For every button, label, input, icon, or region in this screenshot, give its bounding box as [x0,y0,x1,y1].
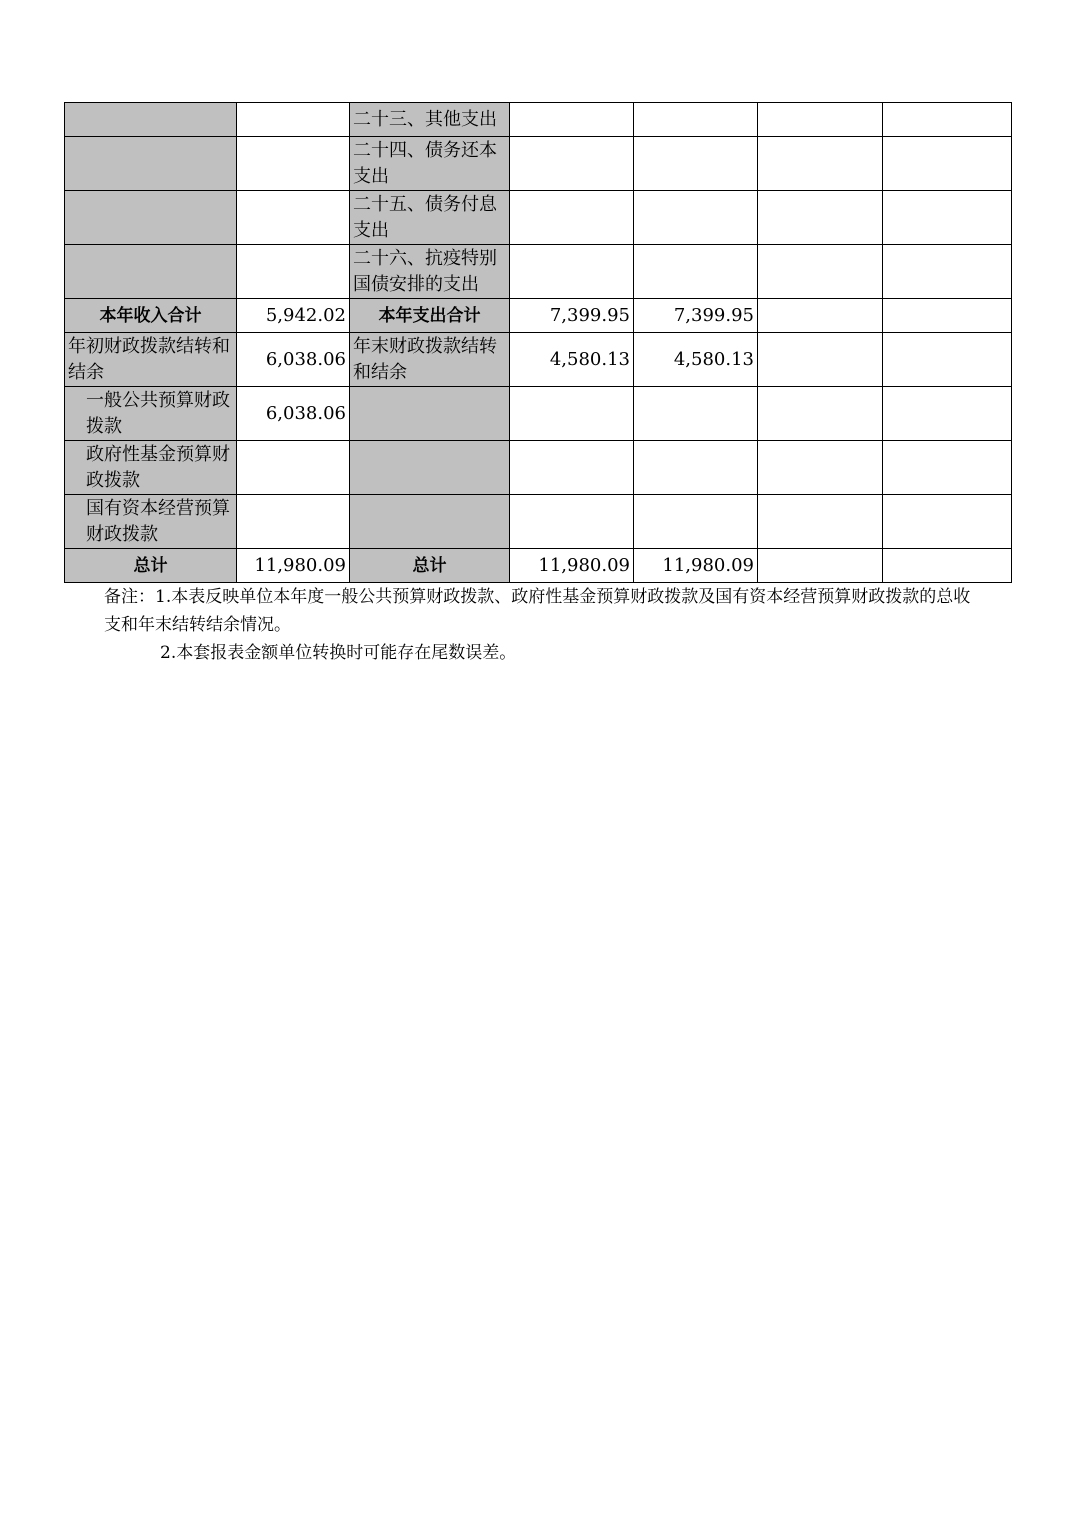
expense-item-cell: 二十三、其他支出 [350,103,510,137]
expense-capital-cell [883,245,1012,299]
income-grand-total-value: 11,980.09 [237,549,350,583]
table-row [65,387,1012,441]
capital-budget-label: 国有资本经营预算财政拨款 [65,495,237,549]
table-row [65,103,1012,137]
expense-total-cell [510,103,634,137]
table-row [65,299,1012,333]
expense-fund-cell [758,137,883,191]
expense-fund-cell [758,103,883,137]
expense-item-cell: 二十五、债务付息支出 [350,191,510,245]
expense-general-cell [634,191,758,245]
table-row [65,549,1012,583]
expense-capital-cell [883,191,1012,245]
fiscal-appropriation-table [64,102,1012,583]
expense-general-cell [634,245,758,299]
expense-total-cell [510,137,634,191]
expense-item-cell [350,495,510,549]
expense-general-cell [634,103,758,137]
income-subtotal-label: 本年收入合计 [65,299,237,333]
expense-grand-total: 11,980.09 [510,549,634,583]
expense-general-cell [634,495,758,549]
income-amount-cell [237,245,350,299]
note-line-2: 2.本套报表金额单位转换时可能存在尾数误差。 [160,643,517,663]
table-row [65,441,1012,495]
expense-total-cell [510,387,634,441]
expense-item-cell: 二十四、债务还本支出 [350,137,510,191]
expense-fund-cell [758,441,883,495]
opening-balance-value: 6,038.06 [237,333,350,387]
expense-capital-cell [883,495,1012,549]
note-line-1: 备注：1.本表反映单位本年度一般公共预算财政拨款、政府性基金预算财政拨款及国有资本经营预算财政拨款的总收支和年末结转结余情况。 [104,587,971,635]
expense-capital-cell [883,387,1012,441]
expense-total-cell [510,495,634,549]
expense-subtotal-total: 7,399.95 [510,299,634,333]
expense-total-cell [510,441,634,495]
expense-item-cell [350,441,510,495]
expense-subtotal-general: 7,399.95 [634,299,758,333]
expense-item-cell: 二十六、抗疫特别国债安排的支出 [350,245,510,299]
income-item-cell [65,191,237,245]
general-budget-value: 6,038.06 [237,387,350,441]
closing-balance-fund [758,333,883,387]
capital-budget-value [237,495,350,549]
expense-subtotal-capital [883,299,1012,333]
expense-general-cell [634,137,758,191]
expense-item-cell [350,387,510,441]
expense-fund-cell [758,387,883,441]
expense-fund-cell [758,245,883,299]
expense-grand-total-label: 总计 [350,549,510,583]
income-subtotal-value: 5,942.02 [237,299,350,333]
expense-grand-total-general: 11,980.09 [634,549,758,583]
income-amount-cell [237,191,350,245]
expense-subtotal-fund [758,299,883,333]
fund-budget-label: 政府性基金预算财政拨款 [65,441,237,495]
expense-grand-total-fund [758,549,883,583]
expense-capital-cell [883,441,1012,495]
table-row [65,245,1012,299]
income-item-cell [65,137,237,191]
expense-total-cell [510,245,634,299]
income-item-cell [65,103,237,137]
expense-general-cell [634,387,758,441]
expense-fund-cell [758,191,883,245]
table-notes [104,583,984,667]
income-amount-cell [237,103,350,137]
expense-grand-total-capital [883,549,1012,583]
closing-balance-capital [883,333,1012,387]
expense-subtotal-label: 本年支出合计 [350,299,510,333]
closing-balance-total: 4,580.13 [510,333,634,387]
income-item-cell [65,245,237,299]
expense-total-cell [510,191,634,245]
general-budget-label: 一般公共预算财政拨款 [65,387,237,441]
table-row [65,333,1012,387]
expense-fund-cell [758,495,883,549]
expense-capital-cell [883,137,1012,191]
income-amount-cell [237,137,350,191]
expense-general-cell [634,441,758,495]
opening-balance-label: 年初财政拨款结转和结余 [65,333,237,387]
expense-capital-cell [883,103,1012,137]
fund-budget-value [237,441,350,495]
table-row [65,495,1012,549]
table-row [65,191,1012,245]
income-grand-total-label: 总计 [65,549,237,583]
table-row [65,137,1012,191]
closing-balance-label: 年末财政拨款结转和结余 [350,333,510,387]
closing-balance-general: 4,580.13 [634,333,758,387]
